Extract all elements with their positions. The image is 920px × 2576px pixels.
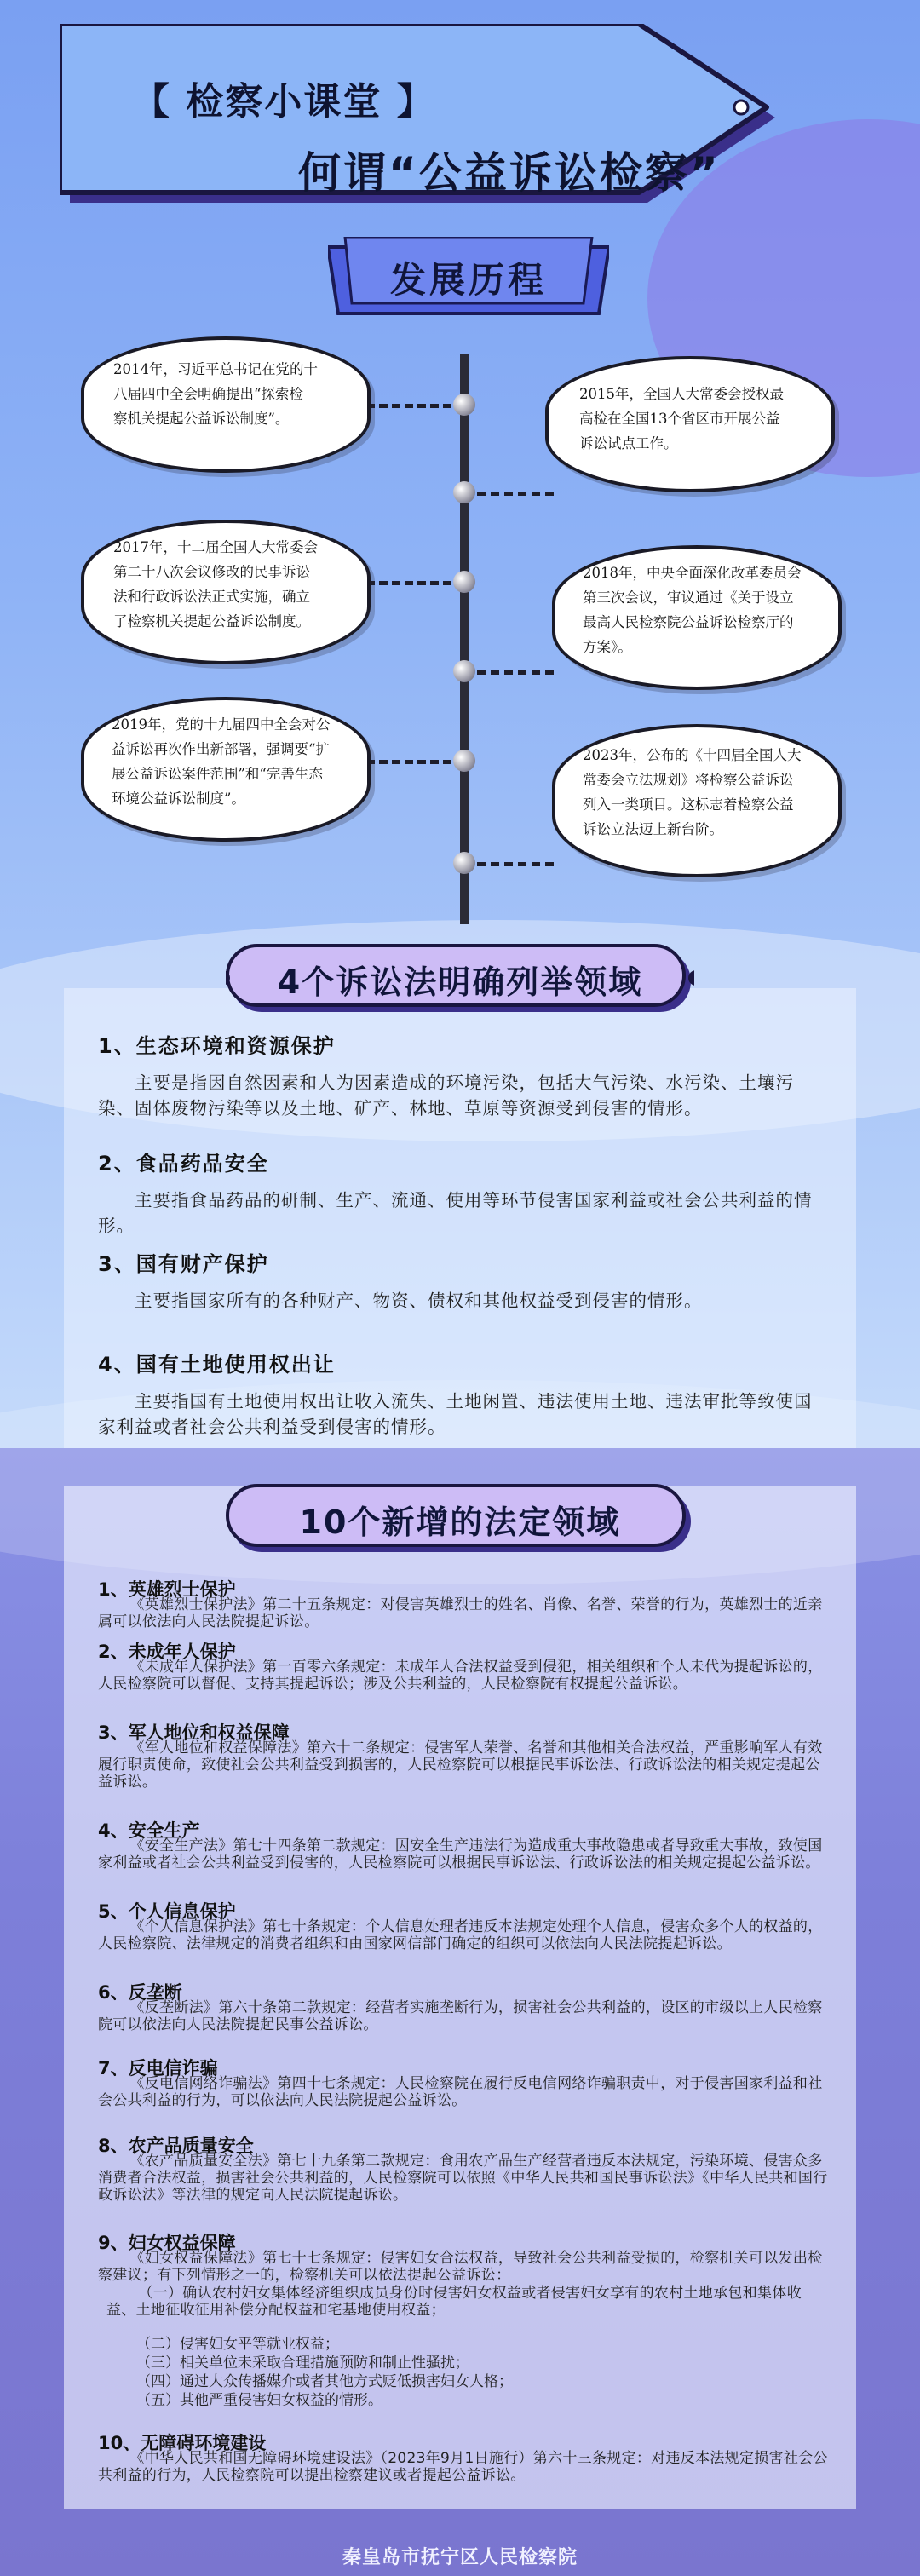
- area-body: 主要指国有土地使用权出让收入流失、土地闲置、违法使用土地、违法审批等致使国家利益或者社会公共利益受到侵害的情形。: [98, 1391, 813, 1437]
- event-line: 最高人民检察院公益诉讼检察厅的: [583, 614, 794, 630]
- list-item: （三）相关单位未采取合理措施预防和制止性骚扰；: [136, 2355, 469, 2372]
- connector-dash: [366, 404, 451, 408]
- area-body: 《未成年人保护法》第一百零六条规定：未成年人合法权益受到侵犯，相关组织和个人未代为提起诉讼的，人民检察院可以督促、支持其提起诉讼；涉及公共利益的，人民检察院有权提起公益诉讼。: [98, 1659, 823, 1693]
- event-line: 第三次会议，审议通过《关于设立: [583, 589, 794, 606]
- list-item: （四）通过大众传播媒介或者其他方式贬低损害妇女人格；: [136, 2373, 513, 2390]
- four-areas-heading: 4个诉讼法明确列举领域: [277, 963, 643, 1001]
- area-title: 9、妇女权益保障: [98, 2233, 236, 2253]
- area-title: 7、反电信诈骗: [98, 2058, 218, 2079]
- connector-dash: [477, 670, 554, 675]
- event-line: 环境公益诉讼制度”。: [112, 791, 245, 807]
- ten-areas-heading-pill: [226, 1484, 694, 1555]
- area-body: 《中华人民共和国无障碍环境建设法》（2023年9月1日施行）第六十三条规定：对违反本法规定损害社会公共利益的行为，人民检察院可以提出检察建议或者提起公益诉讼。: [98, 2450, 828, 2484]
- area-title: 5、个人信息保护: [98, 1901, 236, 1922]
- list-item: （一）确认农村妇女集体经济组织成员身份时侵害妇女权益或者侵害妇女享有的农村土地承包和集体收益、土地征收征用补偿分配权益和宅基地使用权益；: [106, 2285, 802, 2319]
- area-body: 主要指国家所有的各种财产、物资、债权和其他权益受到侵害的情形。: [135, 1291, 703, 1311]
- event-line: 诉讼立法迈上新台阶。: [583, 821, 723, 837]
- event-line: 法和行政诉讼法正式实施，确立: [113, 589, 310, 605]
- timeline-node: [453, 660, 475, 682]
- event-line: 了检察机关提起公益诉讼制度。: [113, 613, 310, 630]
- area-title: 10、无障碍环境建设: [98, 2433, 267, 2453]
- event-line: 2019年，党的十九届四中全会对公: [112, 716, 331, 733]
- timeline-event: [552, 724, 842, 877]
- history-heading-ribbon: [328, 237, 609, 322]
- area-title: 2、未成年人保护: [98, 1642, 236, 1662]
- timeline-event: [81, 520, 371, 664]
- timeline-event: [81, 697, 371, 842]
- event-line: 高检在全国13个省区市开展公益: [579, 411, 780, 427]
- area-title: 8、农产品质量安全: [98, 2136, 254, 2156]
- event-line: 常委会立法规划》将检察公益诉讼: [583, 772, 794, 788]
- list-item: （二）侵害妇女平等就业权益；: [136, 2336, 339, 2353]
- connector-dash: [477, 492, 554, 496]
- area-body: 《个人信息保护法》第七十条规定：个人信息处理者违反本法规定处理个人信息，侵害众多个人的权益的，人民检察院、法律规定的消费者组织和由国家网信部门确定的组织可以依法向人民法院提起诉讼。: [98, 1918, 823, 1952]
- area-body: 主要指食品药品的研制、生产、流通、使用等环节侵害国家利益或社会公共利益的情形。: [98, 1190, 813, 1236]
- footer-organization: 秦皇岛市抚宁区人民检察院: [342, 2547, 578, 2568]
- four-areas-heading-pill: [226, 944, 694, 1015]
- timeline-node: [453, 571, 475, 593]
- event-line: 方案》。: [583, 639, 632, 655]
- area-body: 《反垄断法》第六十条第二款规定：经营者实施垄断行为，损害社会公共利益的，设区的市级以上人民检察院可以依法向人民法院提起民事公益诉讼。: [98, 1999, 823, 2033]
- area-body: 《妇女权益保障法》第七十七条规定：侵害妇女合法权益，导致社会公共利益受损的，检察机关可以发出检察建议；有下列情形之一的，检察机关可以依法提起公益诉讼：: [98, 2250, 823, 2284]
- timeline-event: [545, 356, 835, 492]
- timeline-axis: [460, 354, 469, 924]
- area-body: 主要是指因自然因素和人为因素造成的环境污染，包括大气污染、水污染、土壤污染、固体废物污染等以及土地、矿产、林地、草原等资源受到侵害的情形。: [98, 1072, 795, 1118]
- area-body: 《农产品质量安全法》第七十九条第二款规定：食用农产品生产经营者违反本法规定，污染环境、侵害众多消费者合法权益，损害社会公共利益的，人民检察院可以依照《中华人民共和国民事诉讼法》《中华人民共和国行政诉讼法》等法律的规定向人民法院提起诉讼。: [98, 2153, 828, 2204]
- connector-dash: [366, 760, 451, 764]
- area-body: 《安全生产法》第七十四条第二款规定：因安全生产违法行为造成重大事故隐患或者导致重大事故，致使国家利益或者社会公共利益受到侵害的，人民检察院可以根据民事诉讼法、行政诉讼法的相关规定提起公益诉讼。: [98, 1837, 823, 1872]
- area-body: 《英雄烈士保护法》第二十五条规定：对侵害英雄烈士的姓名、肖像、名誉、荣誉的行为，英雄烈士的近亲属可以依法向人民法院提起诉讼。: [98, 1596, 823, 1630]
- event-line: 2017年，十二届全国人大常委会: [113, 539, 318, 555]
- area-title: 1、英雄烈士保护: [98, 1579, 236, 1600]
- event-line: 2014年，习近平总书记在党的十: [113, 361, 318, 377]
- event-line: 诉讼试点工作。: [579, 435, 678, 451]
- page-title: 何谓“公益诉讼检察”: [298, 148, 721, 198]
- history-heading: 发展历程: [389, 259, 547, 301]
- event-line: 展公益诉讼案件范围”和“完善生态: [112, 766, 323, 782]
- list-item: （五）其他严重侵害妇女权益的情形。: [136, 2392, 382, 2409]
- area-title: 4、安全生产: [98, 1820, 200, 1841]
- area-body: 《反电信网络诈骗法》第四十七条规定：人民检察院在履行反电信网络诈骗职责中，对于侵害国家利益和社会公共利益的行为，可以依法向人民法院提起公益诉讼。: [98, 2075, 823, 2109]
- event-line: 2015年，全国人大常委会授权最: [579, 386, 784, 402]
- area-title: 2、食品药品安全: [98, 1152, 269, 1176]
- area-title: 6、反垄断: [98, 1982, 182, 2003]
- header-tag: 【 检察小课堂 】: [132, 80, 436, 124]
- event-line: 察机关提起公益诉讼制度”。: [113, 411, 290, 427]
- connector-dash: [366, 581, 451, 585]
- area-title: 3、军人地位和权益保障: [98, 1722, 290, 1743]
- connector-dash: [477, 862, 554, 866]
- event-line: 八届四中全会明确提出“探索检: [113, 386, 303, 402]
- area-title: 3、国有财产保护: [98, 1252, 269, 1276]
- event-line: 2023年，公布的《十四届全国人大: [583, 747, 802, 763]
- timeline-event: [552, 545, 842, 690]
- timeline-node: [453, 481, 475, 503]
- area-title: 4、国有土地使用权出让: [98, 1353, 336, 1377]
- ten-areas-heading: 10个新增的法定领域: [299, 1504, 621, 1541]
- timeline-node: [453, 852, 475, 874]
- timeline-node: [453, 750, 475, 772]
- event-line: 益诉讼再次作出新部署，强调要“扩: [112, 741, 330, 757]
- timeline-node: [453, 394, 475, 416]
- header-banner: [60, 24, 784, 211]
- area-title: 1、生态环境和资源保护: [98, 1034, 336, 1058]
- event-line: 第二十八次会议修改的民事诉讼: [113, 564, 310, 580]
- area-body: 《军人地位和权益保障法》第六十二条规定：侵害军人荣誉、名誉和其他相关合法权益，严重影响军人有效履行职责使命，致使社会公共利益受到损害的，人民检察院可以根据民事诉讼法、行政诉讼法的相关规定提起公益诉讼。: [98, 1739, 823, 1791]
- event-line: 2018年，中央全面深化改革委员会: [583, 565, 802, 581]
- event-line: 列入一类项目。这标志着检察公益: [583, 796, 794, 813]
- timeline-event: [81, 336, 371, 473]
